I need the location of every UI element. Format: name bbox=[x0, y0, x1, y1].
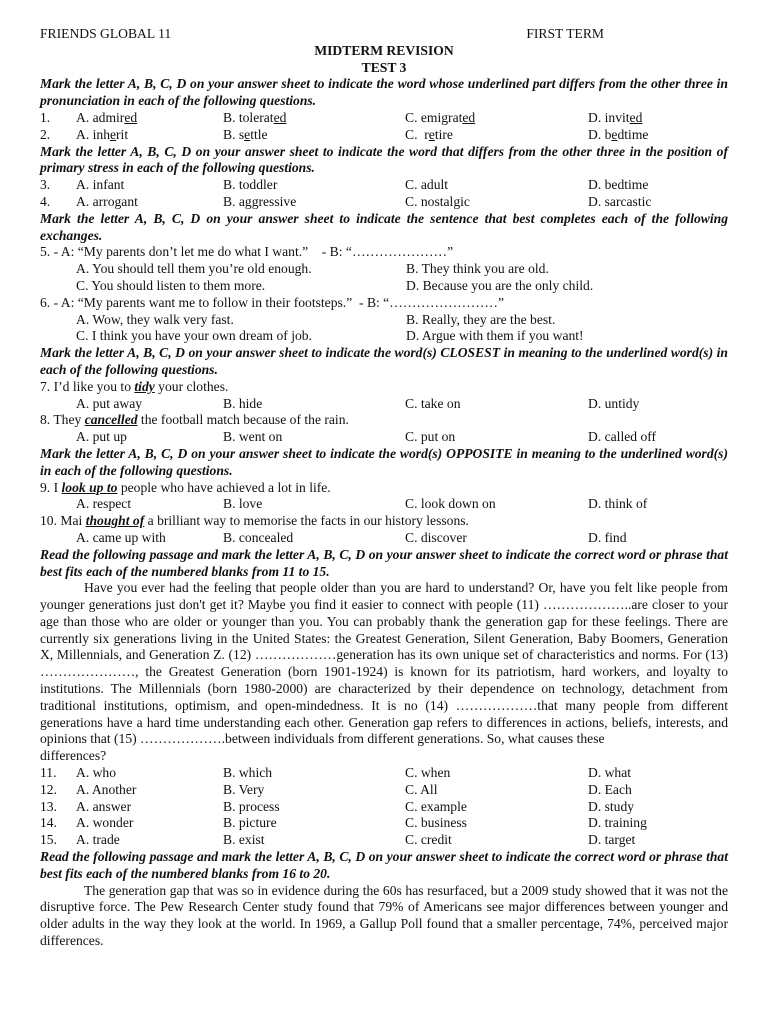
option-b: B. which bbox=[223, 765, 273, 781]
option-d: D. target bbox=[588, 832, 636, 848]
instruction-pronunciation: Mark the letter A, B, C, D on your answer sheet to indicate the word whose underlined part differs from the other three in pronunciation in each of the following questions. bbox=[40, 76, 728, 109]
option-a: A. You should tell them you’re old enough. bbox=[76, 261, 312, 277]
question-14 bbox=[40, 815, 728, 832]
option-c: C. business bbox=[405, 815, 467, 831]
passage-1-tail: differences? bbox=[40, 748, 107, 764]
header-course: FRIENDS GLOBAL 11 bbox=[40, 26, 172, 41]
question-5-options-cd bbox=[40, 278, 728, 295]
option-c: C. nostalgic bbox=[405, 193, 470, 209]
instruction-passage-2: Read the following passage and mark the letter A, B, C, D on your answer sheet to indicate the correct word or phrase that best fits each of the numbered blanks from 16 to 20. bbox=[40, 849, 728, 881]
question-11 bbox=[40, 765, 728, 782]
header-term: FIRST TERM bbox=[526, 26, 604, 41]
option-a: A. infant bbox=[76, 177, 125, 193]
page-header bbox=[40, 26, 728, 43]
question-number: 13. bbox=[40, 798, 57, 814]
question-15 bbox=[40, 832, 728, 849]
option-a: A. Wow, they walk very fast. bbox=[76, 311, 234, 327]
option-c: C. when bbox=[405, 765, 451, 781]
option-d: D. invited bbox=[588, 109, 643, 125]
question-13 bbox=[40, 799, 728, 816]
question-9-options bbox=[40, 496, 728, 513]
option-a: A. Another bbox=[76, 781, 137, 797]
option-d: D. Each bbox=[588, 781, 632, 797]
option-b: B. Very bbox=[223, 781, 265, 797]
option-c: C. retire bbox=[405, 126, 453, 142]
option-a: A. wonder bbox=[76, 815, 134, 831]
option-b: B. exist bbox=[223, 832, 265, 848]
option-d: D. bedtime bbox=[588, 177, 649, 193]
question-2 bbox=[40, 127, 728, 144]
passage-2-text: The generation gap that was so in evidence during the 60s has resurfaced, but a 2009 study showed that it was not the disruptive force. The Pew Research Center study found that 79% of Americans see major differences between younger and older adults in the way they look at the world. In 1969, a Gallup Poll found that a smaller percentage, 74%, perceived major differences. bbox=[40, 882, 728, 949]
option-d: D. what bbox=[588, 765, 632, 781]
option-b: B. process bbox=[223, 798, 280, 814]
question-12 bbox=[40, 782, 728, 799]
question-number: 12. bbox=[40, 781, 57, 797]
option-a: A. came up with bbox=[76, 529, 166, 545]
option-c: C. look down on bbox=[405, 496, 496, 512]
question-7-options bbox=[40, 396, 728, 413]
option-a: A. inherit bbox=[76, 126, 129, 142]
instruction-closest: Mark the letter A, B, C, D on your answer sheet to indicate the word(s) CLOSEST in meaning to the underlined word(s) in each of the following questions. bbox=[40, 345, 728, 377]
question-number: 15. bbox=[40, 832, 57, 848]
question-10-stem: 10. Mai thought of a brilliant way to memorise the facts in our history lessons. bbox=[40, 513, 469, 529]
option-d: D. find bbox=[588, 529, 627, 545]
option-d: D. think of bbox=[588, 496, 648, 512]
option-b: B. went on bbox=[223, 429, 283, 445]
option-c: C. adult bbox=[405, 177, 449, 193]
option-a: A. put away bbox=[76, 395, 143, 411]
option-c: C. I think you have your own dream of job. bbox=[76, 328, 312, 344]
option-c: C. put on bbox=[405, 429, 456, 445]
question-5-stem: 5. - A: “My parents don’t let me do what I want.” - B: “…………………” bbox=[40, 244, 454, 260]
option-b: B. aggressive bbox=[223, 193, 297, 209]
option-d: D. sarcastic bbox=[588, 193, 652, 209]
question-8-options bbox=[40, 429, 728, 446]
option-b: B. love bbox=[223, 496, 263, 512]
page-title: MIDTERM REVISION bbox=[314, 42, 454, 58]
option-b: B. Really, they are the best. bbox=[406, 311, 556, 327]
option-d: D. Argue with them if you want! bbox=[406, 328, 584, 344]
question-7-stem: 7. I’d like you to tidy your clothes. bbox=[40, 378, 229, 394]
option-d: D. study bbox=[588, 798, 635, 814]
question-number: 14. bbox=[40, 815, 57, 831]
option-a: A. respect bbox=[76, 496, 132, 512]
option-d: D. training bbox=[588, 815, 647, 831]
question-3 bbox=[40, 177, 728, 194]
option-c: C. You should listen to them more. bbox=[76, 277, 266, 293]
instruction-passage-1: Read the following passage and mark the letter A, B, C, D on your answer sheet to indicate the correct word or phrase that best fits each of the numbered blanks from 11 to 15. bbox=[40, 546, 728, 579]
option-c: C. take on bbox=[405, 395, 461, 411]
option-c: C. All bbox=[405, 781, 438, 797]
question-number: 1. bbox=[40, 109, 51, 125]
question-5-options-ab bbox=[40, 261, 728, 278]
question-6-options-cd bbox=[40, 328, 728, 345]
option-a: A. arrogant bbox=[76, 193, 138, 209]
page-subtitle: TEST 3 bbox=[361, 59, 407, 75]
option-b: B. hide bbox=[223, 395, 263, 411]
option-b: B. concealed bbox=[223, 529, 294, 545]
question-10-options bbox=[40, 530, 728, 547]
question-4 bbox=[40, 194, 728, 211]
option-d: D. bedtime bbox=[588, 126, 649, 142]
option-a: A. trade bbox=[76, 832, 120, 848]
question-number: 3. bbox=[40, 177, 51, 193]
option-d: D. Because you are the only child. bbox=[406, 277, 594, 293]
instruction-opposite: Mark the letter A, B, C, D on your answer sheet to indicate the word(s) OPPOSITE in meaning to the underlined word(s) in each of the following questions. bbox=[40, 445, 728, 478]
option-a: A. admired bbox=[76, 109, 138, 125]
option-c: C. credit bbox=[405, 832, 452, 848]
option-a: A. who bbox=[76, 765, 117, 781]
option-b: B. They think you are old. bbox=[406, 261, 549, 277]
question-number: 11. bbox=[40, 765, 57, 781]
option-d: D. called off bbox=[588, 429, 657, 445]
instruction-exchange: Mark the letter A, B, C, D on your answer sheet to indicate the sentence that best completes each of the following exchanges. bbox=[40, 210, 728, 243]
question-8-stem: 8. They cancelled the football match because of the rain. bbox=[40, 412, 349, 428]
option-b: B. tolerated bbox=[223, 109, 287, 125]
option-b: B. picture bbox=[223, 815, 277, 831]
option-b: B. settle bbox=[223, 126, 268, 142]
option-a: A. put up bbox=[76, 429, 127, 445]
option-c: C. emigrated bbox=[405, 109, 476, 125]
option-c: C. example bbox=[405, 798, 467, 814]
question-number: 4. bbox=[40, 193, 51, 209]
question-number: 2. bbox=[40, 126, 51, 142]
passage-1-text: Have you ever had the feeling that people older than you are hard to understand? Or, have you felt like people from younger generations just don't get it? Maybe you find it easier to connect with people (11) ………………..are closer to your age than those who are older or younger than you. You can probably thank the generation gap for these feelings. There are currently six generations living in the United States: the Greatest Generation, Silent Generation, Baby Boomers, Generation X, Millennials, and Generation Z. (12) ………………generation has its own unique set of characteristics and norms. For (13) …………………, the Greatest Generation (born 1901-1924) is known for its patriotism, hard workers, and loyalty to institutions. The Millennials (born 1980-2000) are characterized by their dependence on technology, detachment from traditional institutions, optimism, and open-mindedness. It is no (14) ………………that many people from different generations have a hard time understanding each other. Generation gap refers to differences in actions, beliefs, interests, and opinions that (15) ……………….between individuals from different generations. So, what causes these bbox=[40, 580, 728, 747]
question-9-stem: 9. I look up to people who have achieved a lot in life. bbox=[40, 479, 331, 495]
option-a: A. answer bbox=[76, 798, 132, 814]
question-6-options-ab bbox=[40, 312, 728, 329]
option-b: B. toddler bbox=[223, 177, 278, 193]
option-c: C. discover bbox=[405, 529, 467, 545]
instruction-stress: Mark the letter A, B, C, D on your answer sheet to indicate the word that differs from the other three in the position of primary stress in each of the following questions. bbox=[40, 143, 728, 176]
question-1 bbox=[40, 110, 728, 127]
option-d: D. untidy bbox=[588, 395, 640, 411]
question-6-stem: 6. - A: “My parents want me to follow in their footsteps.” - B: “……………………” bbox=[40, 294, 504, 310]
